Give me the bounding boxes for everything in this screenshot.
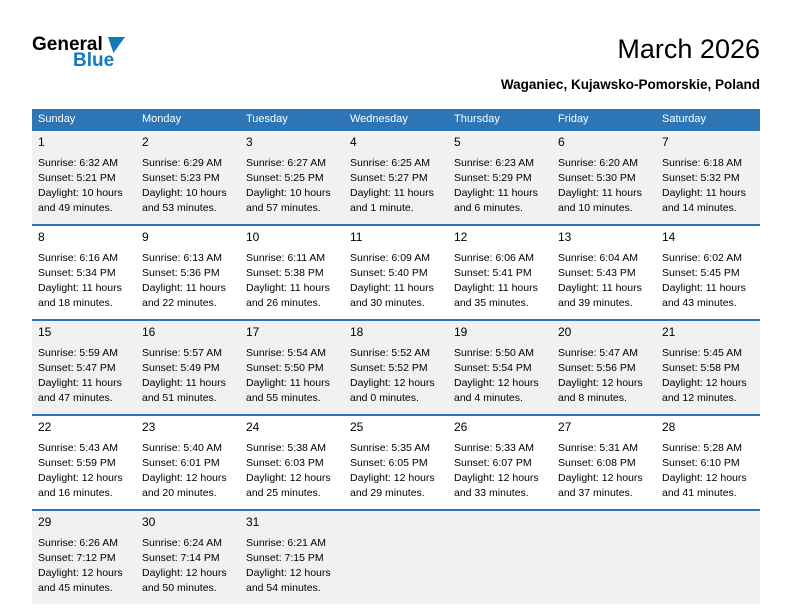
sunrise-text: Sunrise: 6:32 AM [38, 157, 118, 169]
daylight-minutes-text: and 47 minutes. [38, 392, 113, 404]
sunrise-text: Sunrise: 5:52 AM [350, 347, 430, 359]
daylight-minutes-text: and 16 minutes. [38, 487, 113, 499]
daylight-minutes-text: and 33 minutes. [454, 487, 529, 499]
day-cell [656, 130, 760, 225]
sunset-text: Sunset: 5:59 PM [38, 457, 116, 469]
daylight-minutes-text: and 35 minutes. [454, 297, 529, 309]
sunset-text: Sunset: 5:41 PM [454, 267, 532, 279]
day-cell [552, 225, 656, 320]
day-number: 30 [142, 515, 156, 529]
daylight-hours-text: Daylight: 12 hours [38, 472, 123, 484]
daylight-hours-text: Daylight: 11 hours [142, 377, 226, 389]
day-number: 27 [558, 420, 572, 434]
sunrise-text: Sunrise: 6:27 AM [246, 157, 326, 169]
day-number: 11 [350, 230, 363, 244]
daylight-hours-text: Daylight: 10 hours [38, 187, 123, 199]
sunset-text: Sunset: 5:45 PM [662, 267, 740, 279]
week-row [32, 130, 760, 225]
sunrise-text: Sunrise: 6:06 AM [454, 252, 534, 264]
sunrise-text: Sunrise: 6:26 AM [38, 537, 118, 549]
day-cell [240, 225, 344, 320]
sunrise-text: Sunrise: 5:35 AM [350, 442, 430, 454]
day-cell [344, 415, 448, 510]
sunset-text: Sunset: 6:05 PM [350, 457, 428, 469]
day-cell [32, 320, 136, 415]
day-cell [240, 320, 344, 415]
sunset-text: Sunset: 5:25 PM [246, 172, 324, 184]
day-number: 17 [246, 325, 260, 339]
day-cell [136, 415, 240, 510]
sunrise-text: Sunrise: 6:13 AM [142, 252, 222, 264]
location-subtitle: Waganiec, Kujawsko-Pomorskie, Poland [500, 77, 760, 92]
daylight-hours-text: Daylight: 11 hours [38, 282, 122, 294]
day-cell [552, 320, 656, 415]
sunrise-text: Sunrise: 6:11 AM [246, 252, 326, 264]
general-blue-logo [32, 34, 172, 80]
sunset-text: Sunset: 5:21 PM [38, 172, 116, 184]
day-number: 8 [38, 230, 45, 244]
daylight-minutes-text: and 1 minute. [350, 202, 414, 214]
weekday-header-saturday: Saturday [656, 109, 760, 130]
sunset-text: Sunset: 5:56 PM [558, 362, 636, 374]
daylight-minutes-text: and 18 minutes. [38, 297, 113, 309]
daylight-hours-text: Daylight: 12 hours [246, 472, 331, 484]
day-cell [240, 130, 344, 225]
week-row [32, 320, 760, 415]
day-cell [32, 130, 136, 225]
day-cell [32, 415, 136, 510]
empty-day-cell [656, 510, 760, 604]
day-number: 13 [558, 230, 572, 244]
day-number: 31 [246, 515, 260, 529]
daylight-minutes-text: and 49 minutes. [38, 202, 113, 214]
daylight-hours-text: Daylight: 11 hours [558, 187, 642, 199]
week-row [32, 510, 760, 604]
day-number: 25 [350, 420, 364, 434]
sunset-text: Sunset: 5:27 PM [350, 172, 428, 184]
daylight-minutes-text: and 51 minutes. [142, 392, 217, 404]
day-number: 21 [662, 325, 676, 339]
daylight-hours-text: Daylight: 11 hours [142, 282, 226, 294]
day-cell [32, 510, 136, 604]
sunset-text: Sunset: 6:10 PM [662, 457, 740, 469]
daylight-hours-text: Daylight: 11 hours [38, 377, 122, 389]
day-cell [448, 130, 552, 225]
day-number: 3 [246, 135, 253, 149]
daylight-minutes-text: and 14 minutes. [662, 202, 737, 214]
sunrise-text: Sunrise: 5:57 AM [142, 347, 222, 359]
sunset-text: Sunset: 6:07 PM [454, 457, 532, 469]
daylight-minutes-text: and 29 minutes. [350, 487, 425, 499]
sunrise-text: Sunrise: 5:28 AM [662, 442, 742, 454]
sunset-text: Sunset: 5:34 PM [38, 267, 116, 279]
day-cell [240, 415, 344, 510]
daylight-minutes-text: and 37 minutes. [558, 487, 633, 499]
sunrise-text: Sunrise: 6:20 AM [558, 157, 638, 169]
daylight-hours-text: Daylight: 12 hours [558, 377, 643, 389]
daylight-hours-text: Daylight: 12 hours [662, 472, 747, 484]
empty-day-cell [552, 510, 656, 604]
daylight-minutes-text: and 25 minutes. [246, 487, 321, 499]
sunrise-text: Sunrise: 5:31 AM [558, 442, 638, 454]
day-cell [136, 130, 240, 225]
daylight-hours-text: Daylight: 11 hours [454, 187, 538, 199]
sunrise-text: Sunrise: 5:45 AM [662, 347, 742, 359]
sunrise-text: Sunrise: 5:59 AM [38, 347, 118, 359]
week-row [32, 225, 760, 320]
weekday-header-friday: Friday [552, 109, 656, 130]
page-header [32, 34, 760, 100]
weekday-header-tuesday: Tuesday [240, 109, 344, 130]
sunset-text: Sunset: 5:36 PM [142, 267, 220, 279]
sunset-text: Sunset: 7:12 PM [38, 552, 116, 564]
sunset-text: Sunset: 5:50 PM [246, 362, 324, 374]
daylight-minutes-text: and 55 minutes. [246, 392, 321, 404]
daylight-hours-text: Daylight: 11 hours [246, 377, 330, 389]
weekday-header-thursday: Thursday [448, 109, 552, 130]
sunset-text: Sunset: 6:01 PM [142, 457, 220, 469]
sunrise-text: Sunrise: 6:29 AM [142, 157, 222, 169]
daylight-minutes-text: and 41 minutes. [662, 487, 737, 499]
day-number: 16 [142, 325, 156, 339]
daylight-hours-text: Daylight: 12 hours [662, 377, 747, 389]
day-number: 14 [662, 230, 676, 244]
daylight-minutes-text: and 4 minutes. [454, 392, 523, 404]
day-number: 24 [246, 420, 260, 434]
day-cell [32, 225, 136, 320]
day-number: 4 [350, 135, 357, 149]
sunset-text: Sunset: 5:52 PM [350, 362, 428, 374]
day-number: 23 [142, 420, 156, 434]
daylight-hours-text: Daylight: 12 hours [246, 567, 331, 579]
daylight-minutes-text: and 6 minutes. [454, 202, 523, 214]
day-number: 19 [454, 325, 468, 339]
daylight-minutes-text: and 39 minutes. [558, 297, 633, 309]
sunrise-text: Sunrise: 5:50 AM [454, 347, 534, 359]
daylight-minutes-text: and 54 minutes. [246, 582, 321, 594]
daylight-hours-text: Daylight: 12 hours [38, 567, 123, 579]
sunset-text: Sunset: 7:15 PM [246, 552, 324, 564]
sunrise-text: Sunrise: 6:24 AM [142, 537, 222, 549]
sunrise-text: Sunrise: 6:23 AM [454, 157, 534, 169]
daylight-hours-text: Daylight: 12 hours [142, 472, 227, 484]
sunrise-text: Sunrise: 6:09 AM [350, 252, 430, 264]
sunrise-text: Sunrise: 5:47 AM [558, 347, 638, 359]
day-cell [136, 225, 240, 320]
sunrise-text: Sunrise: 5:38 AM [246, 442, 326, 454]
day-number: 1 [38, 135, 45, 149]
day-number: 28 [662, 420, 676, 434]
sunset-text: Sunset: 6:08 PM [558, 457, 636, 469]
weekday-header-wednesday: Wednesday [344, 109, 448, 130]
sunset-text: Sunset: 7:14 PM [142, 552, 220, 564]
sunset-text: Sunset: 5:58 PM [662, 362, 740, 374]
daylight-minutes-text: and 30 minutes. [350, 297, 425, 309]
day-cell [136, 510, 240, 604]
daylight-minutes-text: and 0 minutes. [350, 392, 419, 404]
sunrise-text: Sunrise: 6:25 AM [350, 157, 430, 169]
sunset-text: Sunset: 5:23 PM [142, 172, 220, 184]
daylight-hours-text: Daylight: 10 hours [246, 187, 331, 199]
daylight-minutes-text: and 45 minutes. [38, 582, 113, 594]
day-cell [344, 130, 448, 225]
day-number: 26 [454, 420, 468, 434]
weekday-header-sunday: Sunday [32, 109, 136, 130]
day-cell [656, 320, 760, 415]
daylight-hours-text: Daylight: 12 hours [454, 377, 539, 389]
sunset-text: Sunset: 5:32 PM [662, 172, 740, 184]
sunrise-text: Sunrise: 6:21 AM [246, 537, 326, 549]
sunset-text: Sunset: 5:49 PM [142, 362, 220, 374]
day-number: 22 [38, 420, 52, 434]
day-number: 29 [38, 515, 52, 529]
sunset-text: Sunset: 5:54 PM [454, 362, 532, 374]
logo-text-general: General [32, 34, 103, 55]
daylight-hours-text: Daylight: 11 hours [350, 187, 434, 199]
sunrise-text: Sunrise: 6:16 AM [38, 252, 118, 264]
daylight-hours-text: Daylight: 11 hours [662, 282, 746, 294]
weekday-header-row [32, 109, 760, 130]
day-number: 5 [454, 135, 461, 149]
daylight-hours-text: Daylight: 12 hours [142, 567, 227, 579]
sunrise-text: Sunrise: 5:33 AM [454, 442, 534, 454]
daylight-hours-text: Daylight: 11 hours [246, 282, 330, 294]
daylight-minutes-text: and 53 minutes. [142, 202, 217, 214]
sunset-text: Sunset: 5:43 PM [558, 267, 636, 279]
day-number: 9 [142, 230, 149, 244]
day-cell [448, 225, 552, 320]
day-cell [448, 415, 552, 510]
month-title: March 2026 [617, 34, 760, 64]
day-cell [656, 225, 760, 320]
daylight-hours-text: Daylight: 12 hours [350, 377, 435, 389]
daylight-minutes-text: and 8 minutes. [558, 392, 627, 404]
sunset-text: Sunset: 5:29 PM [454, 172, 532, 184]
daylight-hours-text: Daylight: 11 hours [662, 187, 746, 199]
day-number: 15 [38, 325, 52, 339]
day-number: 12 [454, 230, 468, 244]
daylight-hours-text: Daylight: 12 hours [558, 472, 643, 484]
daylight-minutes-text: and 20 minutes. [142, 487, 217, 499]
sunset-text: Sunset: 5:47 PM [38, 362, 116, 374]
day-cell [240, 510, 344, 604]
daylight-hours-text: Daylight: 11 hours [558, 282, 642, 294]
daylight-minutes-text: and 12 minutes. [662, 392, 737, 404]
day-number: 18 [350, 325, 364, 339]
daylight-hours-text: Daylight: 11 hours [454, 282, 538, 294]
daylight-minutes-text: and 10 minutes. [558, 202, 633, 214]
sunrise-text: Sunrise: 6:04 AM [558, 252, 638, 264]
day-cell [136, 320, 240, 415]
sunrise-text: Sunrise: 5:54 AM [246, 347, 326, 359]
day-cell [344, 320, 448, 415]
day-number: 7 [662, 135, 669, 149]
empty-day-cell [344, 510, 448, 604]
day-cell [552, 130, 656, 225]
daylight-hours-text: Daylight: 11 hours [350, 282, 434, 294]
daylight-hours-text: Daylight: 10 hours [142, 187, 227, 199]
daylight-hours-text: Daylight: 12 hours [350, 472, 435, 484]
sunset-text: Sunset: 5:30 PM [558, 172, 636, 184]
title-block [501, 34, 760, 92]
day-number: 2 [142, 135, 149, 149]
sunrise-text: Sunrise: 6:18 AM [662, 157, 742, 169]
daylight-minutes-text: and 57 minutes. [246, 202, 321, 214]
logo-text-blue: Blue [73, 50, 115, 71]
sunrise-text: Sunrise: 5:43 AM [38, 442, 118, 454]
week-row [32, 415, 760, 510]
daylight-minutes-text: and 26 minutes. [246, 297, 321, 309]
sunset-text: Sunset: 5:38 PM [246, 267, 324, 279]
sunset-text: Sunset: 5:40 PM [350, 267, 428, 279]
day-cell [448, 320, 552, 415]
daylight-hours-text: Daylight: 12 hours [454, 472, 539, 484]
sunrise-text: Sunrise: 6:02 AM [662, 252, 742, 264]
sunset-text: Sunset: 6:03 PM [246, 457, 324, 469]
day-number: 10 [246, 230, 260, 244]
daylight-minutes-text: and 43 minutes. [662, 297, 737, 309]
daylight-minutes-text: and 22 minutes. [142, 297, 217, 309]
empty-day-cell [448, 510, 552, 604]
day-cell [552, 415, 656, 510]
calendar-table [32, 109, 760, 604]
day-number: 6 [558, 135, 565, 149]
weekday-header-monday: Monday [136, 109, 240, 130]
daylight-minutes-text: and 50 minutes. [142, 582, 217, 594]
day-number: 20 [558, 325, 572, 339]
sunrise-text: Sunrise: 5:40 AM [142, 442, 222, 454]
day-cell [656, 415, 760, 510]
day-cell [344, 225, 448, 320]
